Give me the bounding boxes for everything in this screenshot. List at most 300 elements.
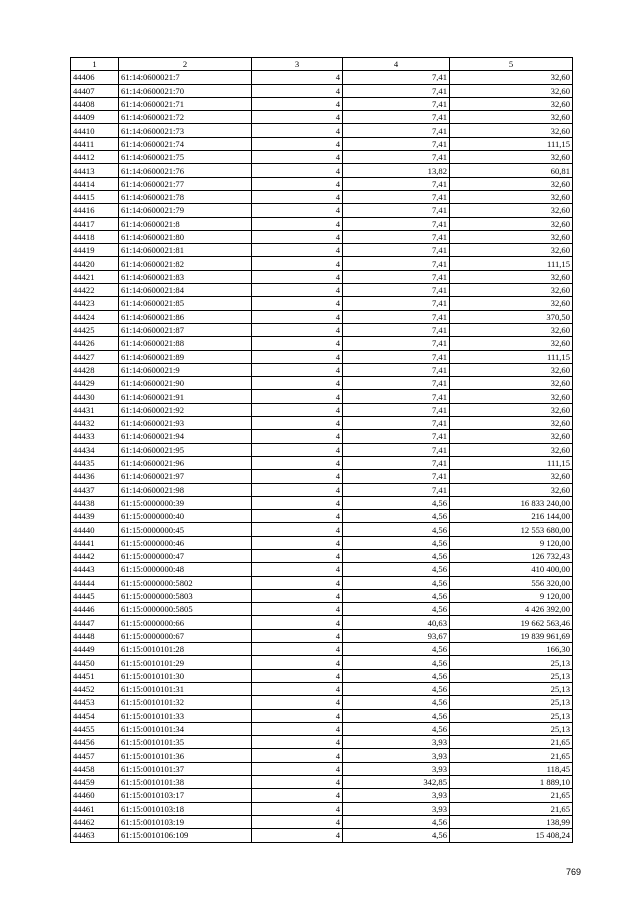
table-row <box>71 230 573 243</box>
col5-cell: 32,60 <box>450 443 573 456</box>
col5-cell: 216 144,00 <box>450 510 573 523</box>
cadastral-number-cell: 61:14:0600021:89 <box>119 350 252 363</box>
row-number-cell: 44439 <box>71 510 119 523</box>
col3-cell: 4 <box>252 749 343 762</box>
cadastral-number-cell: 61:14:0600021:88 <box>119 337 252 350</box>
row-number-cell: 44438 <box>71 496 119 509</box>
row-number-cell: 44408 <box>71 97 119 110</box>
table-row <box>71 563 573 576</box>
col3-cell: 4 <box>252 97 343 110</box>
row-number-cell: 44433 <box>71 430 119 443</box>
row-number-cell: 44418 <box>71 230 119 243</box>
row-number-cell: 44410 <box>71 124 119 137</box>
col5-cell: 25,13 <box>450 696 573 709</box>
row-number-cell: 44413 <box>71 164 119 177</box>
col3-cell: 4 <box>252 616 343 629</box>
row-number-cell: 44450 <box>71 656 119 669</box>
table-row <box>71 483 573 496</box>
table-row <box>71 403 573 416</box>
cadastral-number-cell: 61:14:0600021:74 <box>119 137 252 150</box>
col4-cell: 3,93 <box>343 762 450 775</box>
table-row <box>71 204 573 217</box>
table-row <box>71 616 573 629</box>
col5-cell: 32,60 <box>450 377 573 390</box>
col3-cell: 4 <box>252 563 343 576</box>
col4-cell: 4,56 <box>343 696 450 709</box>
col5-cell: 556 320,00 <box>450 576 573 589</box>
col3-cell: 4 <box>252 776 343 789</box>
col4-cell: 4,56 <box>343 815 450 828</box>
table-row <box>71 762 573 775</box>
cadastral-number-cell: 61:14:0600021:79 <box>119 204 252 217</box>
cadastral-number-cell: 61:14:0600021:84 <box>119 284 252 297</box>
col3-cell: 4 <box>252 536 343 549</box>
cadastral-number-cell: 61:15:0010101:33 <box>119 709 252 722</box>
table-row <box>71 164 573 177</box>
cadastral-number-cell: 61:15:0010101:28 <box>119 643 252 656</box>
table-row <box>71 257 573 270</box>
table-row <box>71 297 573 310</box>
col4-cell: 7,41 <box>343 204 450 217</box>
col5-cell: 32,60 <box>450 84 573 97</box>
col4-cell: 4,56 <box>343 536 450 549</box>
row-number-cell: 44451 <box>71 669 119 682</box>
table-row <box>71 815 573 828</box>
col4-cell: 7,41 <box>343 337 450 350</box>
cadastral-number-cell: 61:14:0600021:96 <box>119 456 252 469</box>
row-number-cell: 44440 <box>71 523 119 536</box>
cadastral-number-cell: 61:15:0010103:18 <box>119 802 252 815</box>
col5-cell: 111,15 <box>450 350 573 363</box>
cadastral-number-cell: 61:14:0600021:86 <box>119 310 252 323</box>
table-row <box>71 111 573 124</box>
col5-cell: 32,60 <box>450 97 573 110</box>
col4-cell: 4,56 <box>343 669 450 682</box>
cadastral-number-cell: 61:15:0010103:17 <box>119 789 252 802</box>
col4-cell: 342,85 <box>343 776 450 789</box>
col3-cell: 4 <box>252 576 343 589</box>
row-number-cell: 44424 <box>71 310 119 323</box>
cadastral-number-cell: 61:15:0000000:66 <box>119 616 252 629</box>
table-row <box>71 323 573 336</box>
col4-cell: 7,41 <box>343 190 450 203</box>
col4-cell: 4,56 <box>343 709 450 722</box>
col4-cell: 3,93 <box>343 789 450 802</box>
table-row <box>71 97 573 110</box>
row-number-cell: 44429 <box>71 377 119 390</box>
row-number-cell: 44436 <box>71 470 119 483</box>
col5-cell: 32,60 <box>450 284 573 297</box>
table-row <box>71 802 573 815</box>
cadastral-number-cell: 61:14:0600021:80 <box>119 230 252 243</box>
row-number-cell: 44459 <box>71 776 119 789</box>
col3-cell: 4 <box>252 164 343 177</box>
row-number-cell: 44463 <box>71 829 119 842</box>
column-header-4: 4 <box>343 58 450 71</box>
table-row <box>71 337 573 350</box>
col4-cell: 7,41 <box>343 230 450 243</box>
row-number-cell: 44421 <box>71 270 119 283</box>
col5-cell: 32,60 <box>450 244 573 257</box>
row-number-cell: 44456 <box>71 736 119 749</box>
row-number-cell: 44407 <box>71 84 119 97</box>
cadastral-number-cell: 61:15:0010101:34 <box>119 722 252 735</box>
col5-cell: 32,60 <box>450 470 573 483</box>
cadastral-number-cell: 61:14:0600021:77 <box>119 177 252 190</box>
col5-cell: 32,60 <box>450 483 573 496</box>
col5-cell: 370,50 <box>450 310 573 323</box>
table-row <box>71 523 573 536</box>
row-number-cell: 44420 <box>71 257 119 270</box>
col5-cell: 12 553 680,00 <box>450 523 573 536</box>
col3-cell: 4 <box>252 656 343 669</box>
col4-cell: 7,41 <box>343 151 450 164</box>
row-number-cell: 44454 <box>71 709 119 722</box>
col3-cell: 4 <box>252 84 343 97</box>
table-row <box>71 510 573 523</box>
row-number-cell: 44430 <box>71 390 119 403</box>
col5-cell: 4 426 392,00 <box>450 603 573 616</box>
col4-cell: 4,56 <box>343 656 450 669</box>
column-header-2: 2 <box>119 58 252 71</box>
row-number-cell: 44452 <box>71 682 119 695</box>
table-row <box>71 190 573 203</box>
col5-cell: 32,60 <box>450 177 573 190</box>
col3-cell: 4 <box>252 682 343 695</box>
table-row <box>71 417 573 430</box>
cadastral-number-cell: 61:14:0600021:73 <box>119 124 252 137</box>
table-row <box>71 71 573 84</box>
col3-cell: 4 <box>252 629 343 642</box>
col5-cell: 126 732,43 <box>450 549 573 562</box>
table-row <box>71 736 573 749</box>
col4-cell: 7,41 <box>343 244 450 257</box>
cadastral-number-cell: 61:14:0600021:76 <box>119 164 252 177</box>
col3-cell: 4 <box>252 244 343 257</box>
row-number-cell: 44443 <box>71 563 119 576</box>
col4-cell: 7,41 <box>343 84 450 97</box>
col5-cell: 19 839 961,69 <box>450 629 573 642</box>
cadastral-number-cell: 61:14:0600021:81 <box>119 244 252 257</box>
row-number-cell: 44449 <box>71 643 119 656</box>
cadastral-number-cell: 61:15:0010101:37 <box>119 762 252 775</box>
col3-cell: 4 <box>252 523 343 536</box>
cadastral-number-cell: 61:15:0010101:31 <box>119 682 252 695</box>
col4-cell: 93,67 <box>343 629 450 642</box>
col5-cell: 60,81 <box>450 164 573 177</box>
col3-cell: 4 <box>252 310 343 323</box>
table-row <box>71 137 573 150</box>
col4-cell: 4,56 <box>343 722 450 735</box>
cadastral-number-cell: 61:15:0000000:45 <box>119 523 252 536</box>
cadastral-number-cell: 61:15:0000000:40 <box>119 510 252 523</box>
row-number-cell: 44444 <box>71 576 119 589</box>
col4-cell: 7,41 <box>343 363 450 376</box>
col3-cell: 4 <box>252 124 343 137</box>
column-header-3: 3 <box>252 58 343 71</box>
col5-cell: 25,13 <box>450 709 573 722</box>
cadastral-number-cell: 61:14:0600021:91 <box>119 390 252 403</box>
row-number-cell: 44427 <box>71 350 119 363</box>
col4-cell: 7,41 <box>343 443 450 456</box>
row-number-cell: 44411 <box>71 137 119 150</box>
col4-cell: 4,56 <box>343 643 450 656</box>
col3-cell: 4 <box>252 337 343 350</box>
cadastral-number-cell: 61:14:0600021:83 <box>119 270 252 283</box>
table-row <box>71 377 573 390</box>
cadastral-number-cell: 61:14:0600021:93 <box>119 417 252 430</box>
table-row <box>71 789 573 802</box>
table-row <box>71 310 573 323</box>
table-row <box>71 363 573 376</box>
col3-cell: 4 <box>252 443 343 456</box>
col5-cell: 25,13 <box>450 669 573 682</box>
table-row <box>71 696 573 709</box>
col4-cell: 4,56 <box>343 589 450 602</box>
col5-cell: 21,65 <box>450 789 573 802</box>
table-row <box>71 430 573 443</box>
row-number-cell: 44441 <box>71 536 119 549</box>
col5-cell: 19 662 563,46 <box>450 616 573 629</box>
col4-cell: 3,93 <box>343 749 450 762</box>
col4-cell: 7,41 <box>343 310 450 323</box>
cadastral-number-cell: 61:14:0600021:87 <box>119 323 252 336</box>
col5-cell: 32,60 <box>450 71 573 84</box>
col4-cell: 7,41 <box>343 403 450 416</box>
col4-cell: 7,41 <box>343 470 450 483</box>
cadastral-number-cell: 61:14:0600021:98 <box>119 483 252 496</box>
table-row <box>71 470 573 483</box>
row-number-cell: 44455 <box>71 722 119 735</box>
row-number-cell: 44412 <box>71 151 119 164</box>
row-number-cell: 44423 <box>71 297 119 310</box>
table-row <box>71 549 573 562</box>
col3-cell: 4 <box>252 230 343 243</box>
col5-cell: 15 408,24 <box>450 829 573 842</box>
col3-cell: 4 <box>252 71 343 84</box>
cadastral-number-cell: 61:14:0600021:8 <box>119 217 252 230</box>
col4-cell: 7,41 <box>343 217 450 230</box>
col5-cell: 118,45 <box>450 762 573 775</box>
cadastral-number-cell: 61:15:0000000:39 <box>119 496 252 509</box>
col3-cell: 4 <box>252 815 343 828</box>
row-number-cell: 44425 <box>71 323 119 336</box>
col5-cell: 32,60 <box>450 417 573 430</box>
col3-cell: 4 <box>252 736 343 749</box>
col5-cell: 16 833 240,00 <box>450 496 573 509</box>
table-row <box>71 682 573 695</box>
table-row <box>71 749 573 762</box>
col5-cell: 9 120,00 <box>450 589 573 602</box>
row-number-cell: 44462 <box>71 815 119 828</box>
col3-cell: 4 <box>252 696 343 709</box>
col4-cell: 7,41 <box>343 97 450 110</box>
col4-cell: 7,41 <box>343 390 450 403</box>
col4-cell: 13,82 <box>343 164 450 177</box>
col3-cell: 4 <box>252 496 343 509</box>
row-number-cell: 44409 <box>71 111 119 124</box>
table-row <box>71 390 573 403</box>
col5-cell: 111,15 <box>450 137 573 150</box>
cadastral-number-cell: 61:15:0010101:38 <box>119 776 252 789</box>
col3-cell: 4 <box>252 403 343 416</box>
cadastral-number-cell: 61:15:0000000:5802 <box>119 576 252 589</box>
row-number-cell: 44432 <box>71 417 119 430</box>
col5-cell: 138,99 <box>450 815 573 828</box>
col4-cell: 4,56 <box>343 523 450 536</box>
row-number-cell: 44428 <box>71 363 119 376</box>
table-row <box>71 669 573 682</box>
col5-cell: 32,60 <box>450 151 573 164</box>
col4-cell: 7,41 <box>343 124 450 137</box>
col5-cell: 32,60 <box>450 430 573 443</box>
col4-cell: 7,41 <box>343 177 450 190</box>
col3-cell: 4 <box>252 669 343 682</box>
col5-cell: 21,65 <box>450 749 573 762</box>
cadastral-number-cell: 61:14:0600021:78 <box>119 190 252 203</box>
col5-cell: 166,30 <box>450 643 573 656</box>
table-row <box>71 217 573 230</box>
col3-cell: 4 <box>252 643 343 656</box>
table-row <box>71 643 573 656</box>
col4-cell: 7,41 <box>343 257 450 270</box>
cadastral-number-cell: 61:15:0010103:19 <box>119 815 252 828</box>
row-number-cell: 44448 <box>71 629 119 642</box>
col3-cell: 4 <box>252 270 343 283</box>
col4-cell: 7,41 <box>343 350 450 363</box>
cadastral-number-cell: 61:14:0600021:70 <box>119 84 252 97</box>
col5-cell: 21,65 <box>450 802 573 815</box>
table-row <box>71 177 573 190</box>
col4-cell: 3,93 <box>343 802 450 815</box>
table-row <box>71 350 573 363</box>
header-row <box>71 58 573 71</box>
col5-cell: 32,60 <box>450 217 573 230</box>
col3-cell: 4 <box>252 284 343 297</box>
row-number-cell: 44453 <box>71 696 119 709</box>
col5-cell: 32,60 <box>450 111 573 124</box>
table-row <box>71 443 573 456</box>
col5-cell: 32,60 <box>450 403 573 416</box>
row-number-cell: 44445 <box>71 589 119 602</box>
cadastral-number-cell: 61:14:0600021:82 <box>119 257 252 270</box>
col4-cell: 7,41 <box>343 71 450 84</box>
cadastral-number-cell: 61:14:0600021:97 <box>119 470 252 483</box>
row-number-cell: 44422 <box>71 284 119 297</box>
col3-cell: 4 <box>252 603 343 616</box>
col5-cell: 111,15 <box>450 257 573 270</box>
col3-cell: 4 <box>252 111 343 124</box>
row-number-cell: 44460 <box>71 789 119 802</box>
column-header-5: 5 <box>450 58 573 71</box>
col3-cell: 4 <box>252 390 343 403</box>
page-number: 769 <box>566 867 582 877</box>
col4-cell: 40,63 <box>343 616 450 629</box>
col3-cell: 4 <box>252 510 343 523</box>
row-number-cell: 44446 <box>71 603 119 616</box>
col4-cell: 7,41 <box>343 456 450 469</box>
col4-cell: 4,56 <box>343 829 450 842</box>
col3-cell: 4 <box>252 722 343 735</box>
cadastral-number-cell: 61:14:0600021:75 <box>119 151 252 164</box>
col5-cell: 32,60 <box>450 337 573 350</box>
col4-cell: 4,56 <box>343 510 450 523</box>
col4-cell: 7,41 <box>343 483 450 496</box>
col3-cell: 4 <box>252 483 343 496</box>
row-number-cell: 44415 <box>71 190 119 203</box>
col5-cell: 9 120,00 <box>450 536 573 549</box>
col3-cell: 4 <box>252 829 343 842</box>
table-row <box>71 270 573 283</box>
col3-cell: 4 <box>252 377 343 390</box>
col5-cell: 25,13 <box>450 722 573 735</box>
col5-cell: 32,60 <box>450 204 573 217</box>
col4-cell: 7,41 <box>343 137 450 150</box>
col3-cell: 4 <box>252 217 343 230</box>
col5-cell: 32,60 <box>450 390 573 403</box>
row-number-cell: 44435 <box>71 456 119 469</box>
col3-cell: 4 <box>252 709 343 722</box>
col4-cell: 7,41 <box>343 270 450 283</box>
col3-cell: 4 <box>252 151 343 164</box>
table-row <box>71 629 573 642</box>
col3-cell: 4 <box>252 417 343 430</box>
col3-cell: 4 <box>252 456 343 469</box>
cadastral-number-cell: 61:14:0600021:72 <box>119 111 252 124</box>
col3-cell: 4 <box>252 137 343 150</box>
col5-cell: 32,60 <box>450 323 573 336</box>
cadastral-number-cell: 61:15:0010101:35 <box>119 736 252 749</box>
table-row <box>71 776 573 789</box>
col5-cell: 32,60 <box>450 124 573 137</box>
table-row <box>71 709 573 722</box>
row-number-cell: 44442 <box>71 549 119 562</box>
col4-cell: 7,41 <box>343 284 450 297</box>
col5-cell: 32,60 <box>450 230 573 243</box>
col5-cell: 21,65 <box>450 736 573 749</box>
col3-cell: 4 <box>252 323 343 336</box>
cadastral-number-cell: 61:15:0000000:5805 <box>119 603 252 616</box>
col5-cell: 32,60 <box>450 363 573 376</box>
col3-cell: 4 <box>252 177 343 190</box>
cadastral-number-cell: 61:15:0000000:48 <box>119 563 252 576</box>
table-row <box>71 496 573 509</box>
col4-cell: 4,56 <box>343 563 450 576</box>
row-number-cell: 44419 <box>71 244 119 257</box>
row-number-cell: 44417 <box>71 217 119 230</box>
col3-cell: 4 <box>252 190 343 203</box>
col5-cell: 1 889,10 <box>450 776 573 789</box>
column-header-1: 1 <box>71 58 119 71</box>
col5-cell: 25,13 <box>450 656 573 669</box>
cadastral-number-cell: 61:15:0010106:109 <box>119 829 252 842</box>
table-row <box>71 576 573 589</box>
col4-cell: 7,41 <box>343 430 450 443</box>
col5-cell: 32,60 <box>450 270 573 283</box>
cadastral-number-cell: 61:15:0000000:47 <box>119 549 252 562</box>
row-number-cell: 44426 <box>71 337 119 350</box>
col4-cell: 7,41 <box>343 417 450 430</box>
col3-cell: 4 <box>252 470 343 483</box>
cadastral-number-cell: 61:15:0010101:32 <box>119 696 252 709</box>
cadastral-number-cell: 61:14:0600021:7 <box>119 71 252 84</box>
row-number-cell: 44457 <box>71 749 119 762</box>
cadastral-number-cell: 61:15:0010101:30 <box>119 669 252 682</box>
cadastral-number-cell: 61:14:0600021:71 <box>119 97 252 110</box>
col3-cell: 4 <box>252 204 343 217</box>
col4-cell: 7,41 <box>343 323 450 336</box>
row-number-cell: 44434 <box>71 443 119 456</box>
